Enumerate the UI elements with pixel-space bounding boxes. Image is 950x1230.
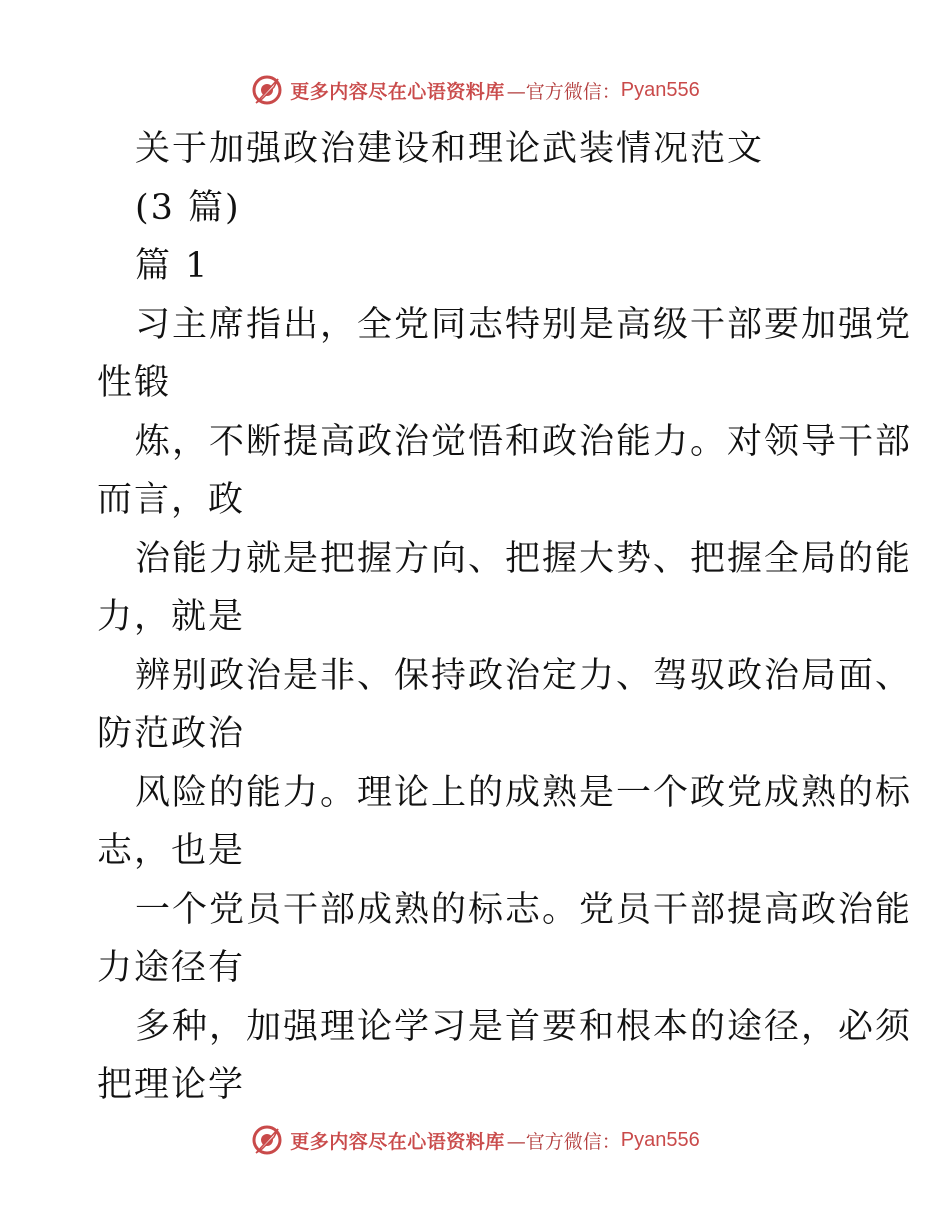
paragraph-line: 辨别政治是非、保持政治定力、驾驭政治局面、 (135, 655, 913, 696)
footer-banner (0, 1120, 950, 1160)
paragraph-line: 志，也是 (97, 831, 246, 871)
doc-subtitle-line: (3 篇) (135, 187, 241, 228)
quill-logo-icon (250, 1123, 284, 1157)
paragraph-line: 炼，不断提高政治觉悟和政治能力。对领导干部 (135, 421, 913, 462)
paragraph-line: 多种，加强理论学习是首要和根本的途径，必须 (135, 1006, 913, 1047)
banner-handle: Pyan556 (620, 78, 700, 101)
paragraph-line: 力，就是 (97, 597, 246, 637)
paragraph-line: 治能力就是把握方向、把握大势、把握全局的能 (135, 538, 913, 579)
paragraph-line: 把理论学 (97, 1065, 246, 1105)
paragraph-line: 而言，政 (97, 480, 246, 520)
paragraph-line: 风险的能力。理论上的成熟是一个政党成熟的标 (135, 772, 913, 813)
banner-prefix: 更多内容尽在心语资料库 (290, 1130, 505, 1153)
banner-handle: Pyan556 (620, 1128, 700, 1151)
paragraph-line: 力途径有 (97, 948, 246, 988)
document-body (97, 120, 913, 1115)
banner-dash: —官方微信： (506, 80, 621, 103)
paragraph-line: 习主席指出，全党同志特别是高级干部要加强党 (135, 304, 913, 345)
header-banner (0, 70, 950, 110)
section-heading: 篇 1 (135, 246, 210, 286)
banner-dash: —官方微信： (506, 1130, 621, 1153)
paragraph-line: 性锻 (97, 363, 172, 403)
quill-logo-icon (250, 73, 284, 107)
paragraph-line: 一个党员干部成熟的标志。党员干部提高政治能 (135, 889, 913, 930)
paragraph-line: 防范政治 (97, 714, 246, 754)
banner-prefix: 更多内容尽在心语资料库 (290, 80, 505, 103)
doc-title-line: 关于加强政治建设和理论武装情况范文 (135, 129, 765, 169)
